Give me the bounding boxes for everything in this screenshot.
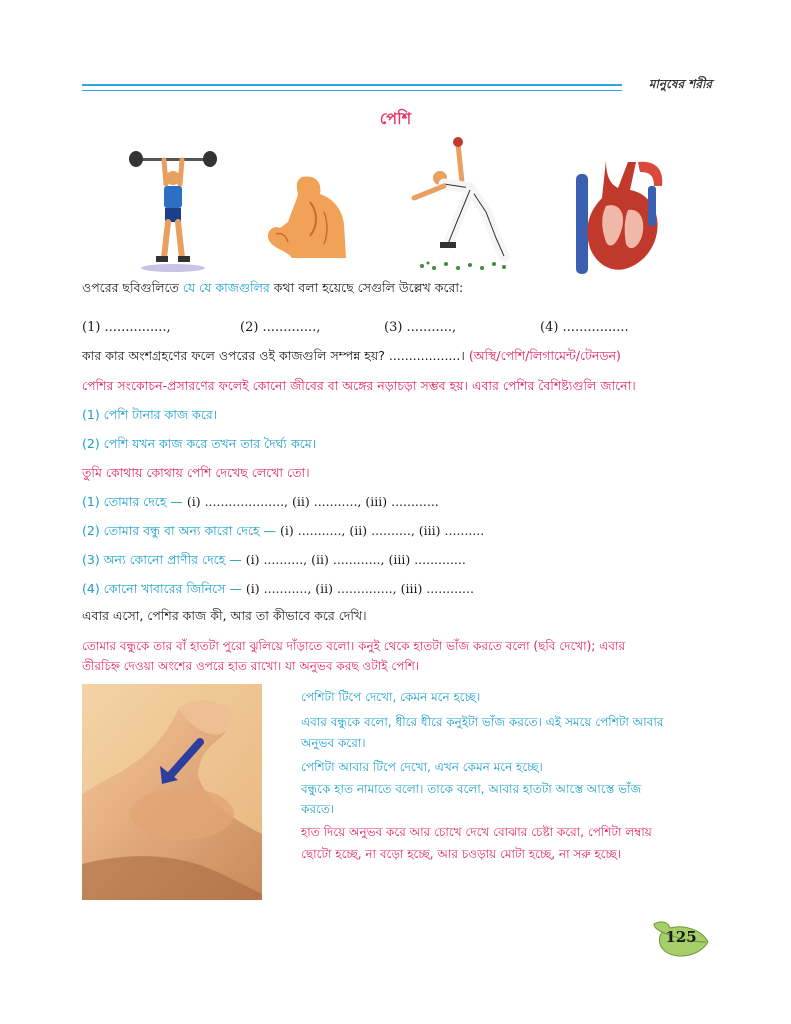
where-item-2-label: (2) তোমার বন্ধু বা অন্য কারো দেহে —	[82, 523, 277, 538]
torso-illustration	[262, 172, 350, 262]
activity-instruction-2: তীরচিহ্ন দেওয়া অংশের ওপরে হাত রাখো। যা অনুভব করছ ওটাই পেশি।	[82, 659, 420, 673]
facts-lead: পেশির সংকোচন-প্রসারণের ফলেই কোনো জীবের বা অঙ্গের নড়াচড়া সম্ভব হয়। এবার পেশির বৈশিষ্ট্যগুলি জানো।	[82, 378, 636, 393]
step-5: বন্ধুকে হাত নামাতে বলো। তাকে বলো, আবার হাতটা আস্তে আস্তে ভাঁজ	[301, 782, 642, 796]
step-2: এবার বন্ধুকে বলো, ধীরে ধীরে কনুইটা ভাঁজ করতে। এই সময়ে পেশিটা আবার	[301, 715, 664, 729]
page-number: 125	[665, 928, 697, 946]
blank-1[interactable]: (1) ...............,	[82, 320, 171, 335]
where-item-2	[82, 523, 484, 539]
where-heading: তুমি কোথায় কোথায় পেশি দেখেছ লেখো তো।	[82, 465, 310, 480]
blank-3[interactable]: (3) ...........,	[384, 320, 457, 335]
step-7: হাত দিয়ে অনুভব করে আর চোখে দেখে বোঝার চেষ্টা করো, পেশিটা লম্বায়	[301, 825, 652, 839]
step-6: করতে।	[301, 802, 335, 816]
where-item-3	[82, 552, 466, 568]
intro-prompt-highlight: যে যে কাজগুলির	[182, 280, 270, 295]
where-item-4	[82, 581, 474, 597]
bowler-illustration	[400, 134, 528, 276]
where-item-1	[82, 494, 439, 510]
fact-1: (1) পেশি টানার কাজ করে।	[82, 407, 218, 422]
page-title: পেশি	[379, 109, 412, 128]
where-item-3-blanks[interactable]: (i) .........., (ii) ............, (iii) .............	[245, 552, 466, 567]
heart-illustration	[566, 156, 670, 278]
where-item-2-blanks[interactable]: (i) ..........., (ii) .........., (iii) ..........	[280, 523, 485, 538]
blank-4[interactable]: (4) ................	[540, 320, 629, 335]
blank-2[interactable]: (2) .............,	[240, 320, 321, 335]
question-text: কার কার অংশগ্রহণের ফলে ওপরের ওই কাজগুলি সম্পন্ন হয়? ..................।	[82, 348, 465, 363]
question-options: (অস্থি/পেশি/লিগামেন্ট/টেনডন)	[468, 348, 621, 363]
where-item-1-blanks[interactable]: (i) ...................., (ii) ..........., (iii) ............	[186, 494, 439, 509]
where-item-4-blanks[interactable]: (i) ..........., (ii) .............., (iii) ............	[245, 581, 474, 596]
step-1: পেশিটা টিপে দেখো, কেমন মনে হচ্ছে।	[301, 690, 481, 704]
header-rule-top	[82, 84, 622, 86]
intro-prompt	[82, 280, 463, 296]
question-line	[82, 348, 621, 364]
step-4: পেশিটা আবার টিপে দেখো, এখন কেমন মনে হচ্ছে।	[301, 760, 543, 774]
chapter-title: মানুষের শরীর	[648, 77, 712, 91]
where-item-3-label: (3) অন্য কোনো প্রাণীর দেহে —	[82, 552, 242, 567]
intro-prompt-start: ওপরের ছবিগুলিতে	[82, 280, 179, 295]
step-8: ছোটো হচ্ছে, না বড়ো হচ্ছে, আর চওড়ায় মোটা হচ্ছে, না সরু হচ্ছে।	[301, 847, 622, 861]
where-item-1-label: (1) তোমার দেহে —	[82, 494, 183, 509]
where-item-4-label: (4) কোনো খাবারের জিনিসে —	[82, 581, 242, 596]
activity-instruction-1: তোমার বন্ধুকে তার বাঁ হাতটা পুরো ঝুলিয়ে দাঁড়াতে বলো। কনুই থেকে হাতটা ভাঁজ করতে বলো (ছবি দেখো); এবার	[82, 639, 626, 653]
header-rule-bottom	[82, 90, 622, 91]
intro-prompt-end: কথা বলা হয়েছে সেগুলি উল্লেখ করো:	[273, 280, 464, 295]
arm-muscle-photo	[82, 684, 262, 900]
activity-intro: এবার এসো, পেশির কাজ কী, আর তা কীভাবে করে দেখি।	[82, 608, 367, 623]
fact-2: (2) পেশি যখন কাজ করে তখন তার দৈর্ঘ্য কমে।	[82, 436, 317, 451]
step-3: অনুভব করো।	[301, 736, 366, 750]
weightlifter-illustration	[128, 148, 218, 276]
